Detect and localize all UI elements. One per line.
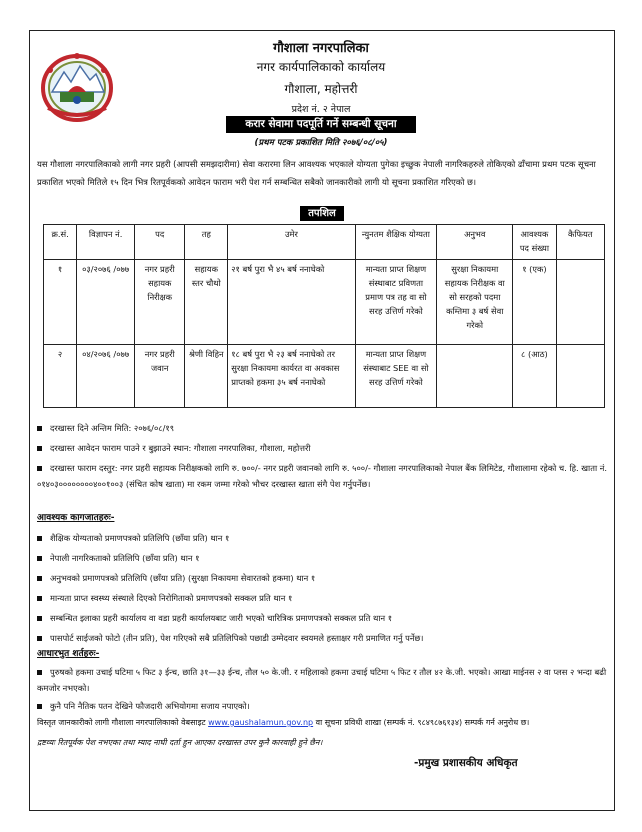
info-item: दरखास्त आवेदन फाराम पाउने र बुझाउने स्थान: गौशाला नगरपालिका, गौशाला, महोत्तरी [37, 440, 615, 456]
notice-subtitle: (प्रथम पटक प्रकाशित मिति २०७६/०८/०५) [254, 138, 388, 148]
document-item: पासपोर्ट साईजको फोटो (तीन प्रति), पेश गरिएको सबै प्रतिलिपिको पछाडी उम्मेदवार स्वयमले हस्ताक्षर गरी प्रमाणित गर्नु पर्नेछ। [37, 630, 615, 646]
col-header: पद [135, 225, 185, 260]
cell-qual: मान्यता प्राप्त शिक्षण संस्थाबाट प्रविणता प्रमाण पत्र तह वा सो सरह उत्तिर्ण गरेको [355, 260, 437, 345]
bullet-icon [37, 616, 42, 621]
col-header: आवश्यक पद संख्या [513, 225, 556, 260]
cell-adv: ०४/२०७६ /०७७ [77, 345, 135, 408]
office-place: गौशाला, महोत्तरी [284, 82, 358, 96]
notice-paragraph: यस गौशाला नगरपालिकाको लागी नगर प्रहरी (आपसी समझदारीमा) सेवा करारमा लिन आवश्यक भएकाले योग्यता पुगेका इच्छुक नेपाली नागरिकहरुले तोकिएको ढाँचामा प्रथम पटक सूचना प्रकाशित भएको मितिले १५ दिन भित्र रितपूर्वकको आवेदन फाराम भरी पेश गर्न सम्बन्धित सबैको जानकारीको लागी यो सूचना प्रकाशित गरिएको छ। [37, 159, 596, 187]
bullet-icon [37, 704, 42, 709]
documents-heading: आवश्यक कागजातहरुः- [37, 513, 115, 523]
col-header: विज्ञापन नं. [77, 225, 135, 260]
condition-item: कुनै पनि नैतिक पतन देखिने फौजदारी अभियोगमा सजाय नपाएको। [37, 698, 615, 714]
cell-remark [556, 260, 604, 345]
cell-qual: मान्यता प्राप्त शिक्षण संस्थाबाट SEE वा सो सरह उत्तिर्ण गरेको [355, 345, 437, 408]
conditions-heading: आधारभुत शर्तहरुः- [37, 649, 100, 659]
cell-sn: २ [44, 345, 77, 408]
footer-note: द्रष्टव्यः रितपूर्वक पेश नभएका तथा म्याद नाघी दर्ता हुन आएका दरखास्त उपर कुनै कारवाही हुने छैन। [37, 738, 323, 747]
cell-count: ८ (आठ) [513, 345, 556, 408]
info-item: दरखास्त दिने अन्तिम मिति: २०७६/०८/१९ [37, 420, 615, 436]
bullet-icon [37, 596, 42, 601]
condition-item: पुरुषको हकमा उचाई घटिमा ५ फिट ३ ईन्च, छाति ३१—३३ ईन्च, तौल ५० के.जी. र महिलाको हकमा उचाई घटिमा ५ फिट र तौल ४२ के.जी. भएको। आखा माईनस २ वा प्लस २ भन्दा बढी कमजोर नभएको। [37, 667, 607, 693]
document-item: सम्बन्धित इलाका प्रहरी कार्यालय वा वडा प्रहरी कार्यालयबाट जारी भएको चारित्रिक प्रमाणपत्रको सक्कल प्रति थान १ [37, 610, 615, 626]
table-row [44, 345, 605, 408]
col-header: क्र.सं. [44, 225, 77, 260]
cell-remark [556, 345, 604, 408]
cell-post: नगर प्रहरी सहायक निरीक्षक [135, 260, 185, 345]
bullet-icon [37, 556, 42, 561]
cell-adv: ०३/२०७६ /०७७ [77, 260, 135, 345]
table-row [44, 260, 605, 345]
bullet-icon [37, 446, 42, 451]
bullet-icon [37, 670, 42, 675]
col-header: कैफियत [556, 225, 604, 260]
province: प्रदेश नं. २ नेपाल [291, 104, 351, 115]
cell-level: श्रेणी विहिन [185, 345, 228, 408]
table-title: तपशिल [300, 206, 344, 221]
document-item: शैक्षिक योग्यताको प्रमाणपत्रको प्रतिलिपि (छाँया प्रति) थान १ [37, 530, 615, 546]
col-header: तह [185, 225, 228, 260]
cell-sn: १ [44, 260, 77, 345]
cell-age: २१ बर्ष पुरा भै ४५ बर्ष ननाघेको [228, 260, 355, 345]
col-header: न्युनतम शैक्षिक योग्यता [355, 225, 437, 260]
document-item: नेपाली नागरिकताको प्रतिलिपि (छाँया प्रति) थान १ [37, 550, 615, 566]
document-item: अनुभवको प्रमाणपत्रको प्रतिलिपि (छाँया प्रति) (सुरक्षा निकायमा सेवारतको हकमा) थान १ [37, 570, 615, 586]
bullet-icon [37, 536, 42, 541]
cell-exp: सुरक्षा निकायमा सहायक निरीक्षक वा सो सरहको पदमा कम्तिमा ३ बर्ष सेवा गरेको [437, 260, 513, 345]
footer-info: विस्तृत जानकारीको लागी गौशाला नगरपालिकाको वेबसाइट www.gaushalamun.gov.np वा सूचना प्रविधी शाखा (सम्पर्क नं. ९८४९८७६१३४) सम्पर्क गर्न अनुरोध छ। [37, 718, 530, 727]
cell-post: नगर प्रहरी जवान [135, 345, 185, 408]
bullet-icon [37, 466, 42, 471]
website-link[interactable]: www.gaushalamun.gov.np [208, 718, 314, 727]
info-item: दरखास्त फाराम दस्तुर: नगर प्रहरी सहायक निरीक्षकको लागि रु. ७००/- नगर प्रहरी जवानको लागि रु. ५००/- गौशाला नगरपालिकाको नेपाल बैंक लिमिटेड, गौशालामा रहेको च. हि. खाता नं. ०१४०३००००००००४००१००३ (संचित कोष खाता) मा रकम जम्मा गरेको भौचर दरखास्त खाता संगै पेश गर्नुपर्नेछ। [37, 463, 607, 489]
document-item: मान्यता प्राप्त स्वस्थ्य संस्थाले दिएको निरोगिताको प्रमाणपत्रको सक्कल प्रति थान १ [37, 590, 615, 606]
office-name: नगर कार्यपालिकाको कार्यालय [256, 60, 386, 74]
cell-level: सहायक स्तर चौथो [185, 260, 228, 345]
signature: -प्रमुख प्रशासकीय अधिकृत [414, 757, 518, 769]
cell-exp [437, 345, 513, 408]
notice-title: करार सेवामा पदपूर्ति गर्ने सम्बन्धी सूचना [226, 116, 416, 133]
col-header: उमेर [228, 225, 355, 260]
bullet-icon [37, 576, 42, 581]
bullet-icon [37, 636, 42, 641]
table-header-row [44, 225, 605, 260]
cell-age: १८ बर्ष पुरा भै २३ बर्ष ननाघेको तर सुरक्षा निकायमा कार्यरत वा अवकास प्राप्तको हकमा ३५ बर्ष ननाघेको [228, 345, 355, 408]
bullet-icon [37, 426, 42, 431]
org-name: गौशाला नगरपालिका [273, 41, 369, 56]
vacancy-table [43, 224, 605, 408]
cell-count: १ (एक) [513, 260, 556, 345]
col-header: अनुभव [437, 225, 513, 260]
